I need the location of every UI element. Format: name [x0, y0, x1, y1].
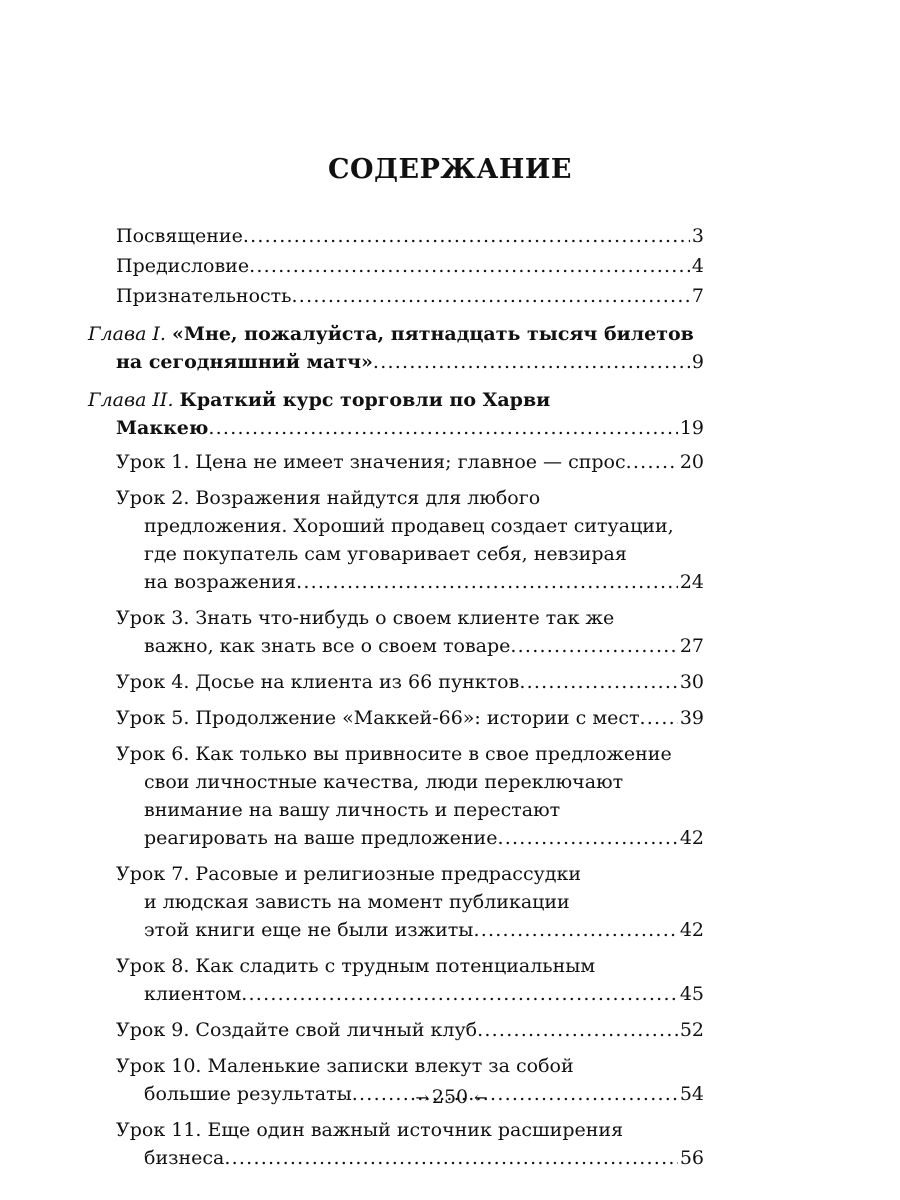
- dot-leader: [473, 916, 677, 944]
- dot-leader: [626, 448, 678, 476]
- dot-leader: [243, 222, 690, 250]
- lesson-title-line: большие результаты: [144, 1083, 352, 1105]
- toc-page-number: 19: [679, 417, 704, 439]
- lesson-title-line: предложения. Хороший продавец создает ситуации,: [144, 515, 674, 537]
- toc-entry-lesson[interactable]: [116, 740, 704, 852]
- toc-page-number: 52: [679, 1019, 704, 1041]
- chapter-title-line: Краткий курс торговли по Харви: [179, 389, 551, 411]
- toc-entry-lesson[interactable]: [116, 860, 704, 944]
- lesson-title-line: свои личностные качества, люди переключают: [144, 771, 624, 793]
- dot-leader: [241, 980, 678, 1008]
- lesson-title-line: Урок 3. Знать что-нибудь о своем клиенте так же: [116, 607, 615, 629]
- toc-entry-label: Посвящение: [116, 225, 243, 247]
- footer-dash-left: →: [415, 1088, 426, 1107]
- toc-entry-acknowledgements[interactable]: [116, 282, 704, 310]
- dot-leader: [373, 348, 690, 376]
- lesson-title-line: Урок 10. Маленькие записки влекут за собой: [116, 1055, 574, 1077]
- dot-leader: [208, 414, 677, 442]
- toc-entry-chapter-2[interactable]: [88, 386, 704, 442]
- lesson-title-line: внимание на вашу личность и перестают: [144, 799, 561, 821]
- toc-page-number: 30: [679, 671, 704, 693]
- table-of-contents: [0, 222, 900, 1180]
- toc-entry-lesson[interactable]: [116, 484, 704, 596]
- dot-leader: [497, 824, 677, 852]
- lesson-title-line: Урок 7. Расовые и религиозные предрассудки: [116, 863, 581, 885]
- toc-page-number: 45: [679, 983, 704, 1005]
- toc-entry-chapter-1[interactable]: [88, 320, 704, 376]
- lesson-title-line: Урок 1. Цена не имеет значения; главное — спрос: [116, 451, 626, 473]
- chapter-title-line: на сегодняшний матч»: [116, 351, 373, 373]
- dot-leader: [519, 668, 678, 696]
- toc-entry-label: Признательность: [116, 285, 292, 307]
- dot-leader: [292, 282, 690, 310]
- lesson-title-line: важно, как знать все о своем товаре: [144, 635, 511, 657]
- chapter-title-line: «Мне, пожалуйста, пятнадцать тысяч билетов: [172, 323, 694, 345]
- chapter-title-line: Маккею: [116, 417, 209, 439]
- toc-entry-lesson[interactable]: [116, 448, 704, 476]
- toc-page-number: 7: [691, 285, 704, 307]
- toc-entry-dedication[interactable]: [116, 222, 704, 250]
- dot-leader: [640, 704, 678, 732]
- dot-leader: [477, 1016, 678, 1044]
- lesson-title-line: бизнеса: [144, 1147, 225, 1169]
- lesson-title-line: реагировать на ваше предложение: [144, 827, 498, 849]
- lesson-title-line: Урок 4. Досье на клиента из 66 пунктов: [116, 671, 520, 693]
- page-title: СОДЕРЖАНИЕ: [328, 154, 572, 185]
- dot-leader: [249, 252, 690, 280]
- lesson-list: [0, 448, 900, 1172]
- toc-page-number: 4: [691, 255, 704, 277]
- dot-leader: [510, 632, 677, 660]
- lesson-title-line: Урок 8. Как сладить с трудным потенциальным: [116, 955, 596, 977]
- lesson-title-line: Урок 2. Возражения найдутся для любого: [116, 487, 541, 509]
- dot-leader: [296, 568, 678, 596]
- lesson-title-line: клиентом: [144, 983, 242, 1005]
- toc-entry-lesson[interactable]: [116, 604, 704, 660]
- lesson-title-line: и людская зависть на момент публикации: [144, 891, 570, 913]
- toc-page-number: 42: [679, 919, 704, 941]
- lesson-title-line: Урок 5. Продолжение «Маккей-66»: истории с мест: [116, 707, 640, 729]
- footer-dash-right: ←: [474, 1088, 485, 1107]
- toc-entry-lesson[interactable]: [116, 952, 704, 1008]
- lesson-title-line: на возражения: [144, 571, 297, 593]
- toc-page-number: 42: [679, 827, 704, 849]
- toc-entry-lesson[interactable]: [116, 668, 704, 696]
- toc-page-number: 24: [679, 571, 704, 593]
- lesson-title-line: Урок 11. Еще один важный источник расширения: [116, 1119, 624, 1141]
- dot-leader: [224, 1144, 677, 1172]
- toc-entry-lesson[interactable]: [116, 1116, 704, 1172]
- toc-page-number: 39: [679, 707, 704, 729]
- toc-page-number: 9: [691, 351, 704, 373]
- lesson-title-line: Урок 9. Создайте свой личный клуб: [116, 1019, 478, 1041]
- lesson-title-line: Урок 6. Как только вы привносите в свое предложение: [116, 743, 672, 765]
- toc-page-number: 3: [691, 225, 704, 247]
- toc-entry-preface[interactable]: [116, 252, 704, 280]
- chapter-label: Глава II.: [88, 389, 174, 411]
- toc-page-number: 56: [679, 1147, 704, 1169]
- page-footer: [0, 1086, 900, 1108]
- page-number: 250: [431, 1086, 469, 1108]
- toc-entry-lesson[interactable]: [116, 704, 704, 732]
- toc-entry-lesson[interactable]: [116, 1016, 704, 1044]
- toc-page-number: 54: [679, 1083, 704, 1105]
- toc-page-number: 27: [679, 635, 704, 657]
- lesson-title-line: где покупатель сам уговаривает себя, невзирая: [144, 543, 627, 565]
- lesson-title-line: этой книги еще не были изжиты: [144, 919, 474, 941]
- chapter-label: Глава I.: [88, 323, 166, 345]
- toc-entry-label: Предисловие: [116, 255, 250, 277]
- toc-page-number: 20: [679, 451, 704, 473]
